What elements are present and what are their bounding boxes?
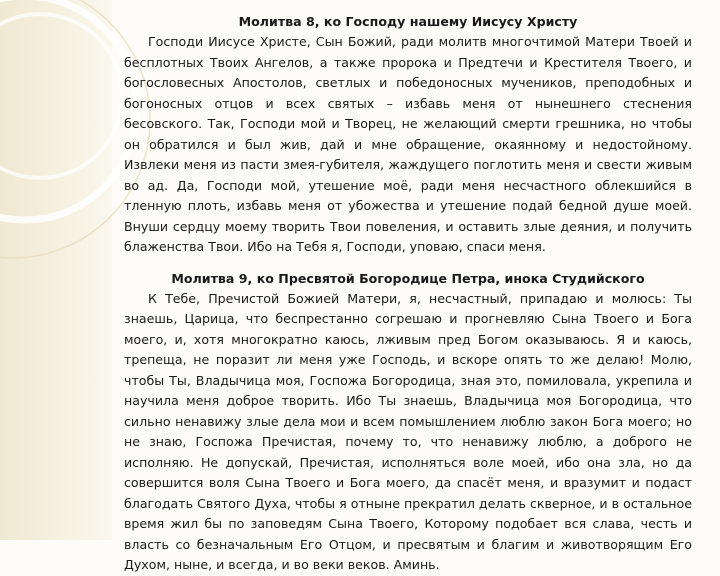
prayer-8-title: Молитва 8, ко Господу нашему Иисусу Христу <box>238 14 578 29</box>
prayer-9-title: Молитва 9, ко Пресвятой Богородице Петра, инока Студийского <box>171 270 645 286</box>
document-body <box>124 12 692 576</box>
prayer-8-text: Господи Иисусе Христе, Сын Божий, ради молитв многочтимой Матери Твоей и бесплотных Твоих Ангелов, а также пророка и Предтечи и Крестителя Твоего, и богословесных Апостолов, светлых и победоносных мучеников, преподобных и богоносных отцов и всех святых – избавь меня от нынешнего стеснения бесовского. Так, Господи мой и Творец, не желающий смерти грешника, но чтобы он обратился и был жив, дай и мне обращение, окаянному и недостойному. Извлеки меня из пасти змея-губителя, жаждущего поглотить меня и свести живым во ад. Да, Господи мой, утешение моё, ради меня несчастного облекшийся в тленную плоть, избавь меня от убожества и утешение подай бедной душе моей. Внуши сердцу моему творить Твои повеления, и оставить злые деяния, и получить блаженства Твои. Ибо на Тебя я, Господи, уповаю, спаси меня. <box>124 34 692 254</box>
prayer-9-text: К Тебе, Пречистой Божией Матери, я, несчастный, припадаю и молюсь: Ты знаешь, Царица, что беспрестанно согрешаю и прогневляю Сына Твоего и Бога моего, и, хотя многократно каюсь, лживым пред Богом оказываюсь. Я и каюсь, трепеща, не поразит ли меня уже Господь, и вскоре опять то же делаю! Молю, чтобы Ты, Владычица моя, Госпожа Богородица, зная это, помиловала, укрепила и научила меня доброе творить. Ибо Ты знаешь, Владычица моя Богородица, что сильно ненавижу злые дела мои и всем помышлением люблю закон Бога моего; но не знаю, Госпожа Пречистая, почему то, что ненавижу люблю, а доброго не исполняю. Не допускай, Пречистая, исполняться воле моей, ибо она зла, но да совершится воля Сына Твоего и Бога моего, да спасёт меня, и вразумит и подаст благодать Святого Духа, чтобы я отныне прекратил делать скверное, и в остальное время жил бы по заповедям Сына Твоего, Которому подобает вся слава, честь и власть со безначальным Его Отцом, и пресвятым и благим и животворящим Его Духом, ныне, и всегда, и во веки веков. Аминь. <box>124 290 692 572</box>
